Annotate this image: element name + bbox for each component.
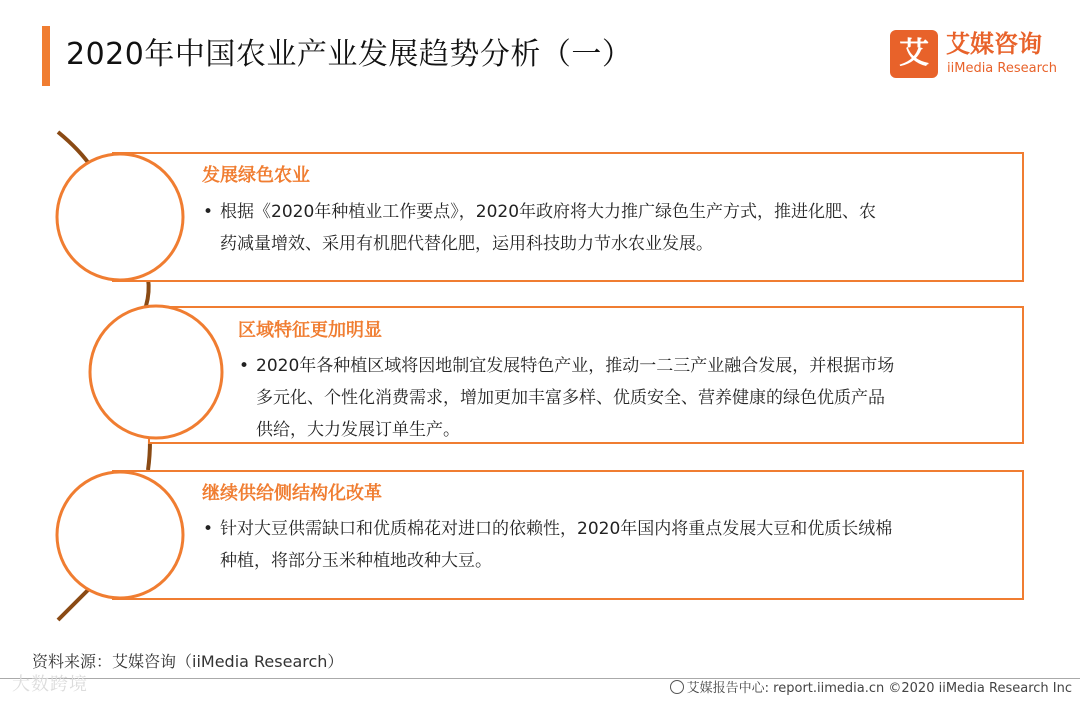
card-1-title: 发展绿色农业 (202, 165, 310, 186)
card-2-bullet: • (239, 356, 250, 376)
card-3-line-2: 种植，将部分玉米种植地改种大豆。 (220, 551, 492, 571)
card-2-line-1: 2020年各种植区域将因地制宜发展特色产业，推动一二三产业融合发展，并根据市场 (256, 356, 895, 376)
card-3-title: 继续供给侧结构化改革 (202, 483, 382, 504)
card-2-title: 区域特征更加明显 (238, 320, 382, 341)
footer-site-info (670, 680, 1072, 698)
card-1-bullet: • (203, 202, 214, 222)
card-2-line-3: 供给，大力发展订单生产。 (256, 420, 460, 440)
card-2-line-2: 多元化、个性化消费需求，增加更加丰富多样、优质安全、营养健康的绿色优质产品 (256, 388, 885, 408)
card-1-line-2: 药减量增效、采用有机肥代替化肥，运用科技助力节水农业发展。 (220, 234, 713, 254)
card-3-body (220, 513, 892, 577)
card-3-line-1: 针对大豆供需缺口和优质棉花对进口的依赖性，2020年国内将重点发展大豆和优质长绒棉 (220, 519, 893, 539)
watermark: 大数跨境 (12, 674, 88, 695)
footer-divider (0, 678, 1080, 679)
footer-site-text: 艾媒报告中心: report.iimedia.cn ©2020 iiMedia Research Inc (686, 681, 1072, 696)
logo-name-cn: 艾媒咨询 (946, 30, 1042, 58)
logo-mark: 艾 (890, 30, 938, 78)
logo-name-en: iiMedia Research (947, 61, 1058, 76)
source-note: 资料来源：艾媒咨询（iiMedia Research） (32, 652, 344, 671)
globe-icon (670, 680, 684, 694)
card-3-bullet: • (203, 519, 214, 539)
page-title: 2020年中国农业产业发展趋势分析（一） (66, 37, 633, 72)
card-1-line-1: 根据《2020年种植业工作要点》，2020年政府将大力推广绿色生产方式，推进化肥、农 (220, 202, 877, 222)
